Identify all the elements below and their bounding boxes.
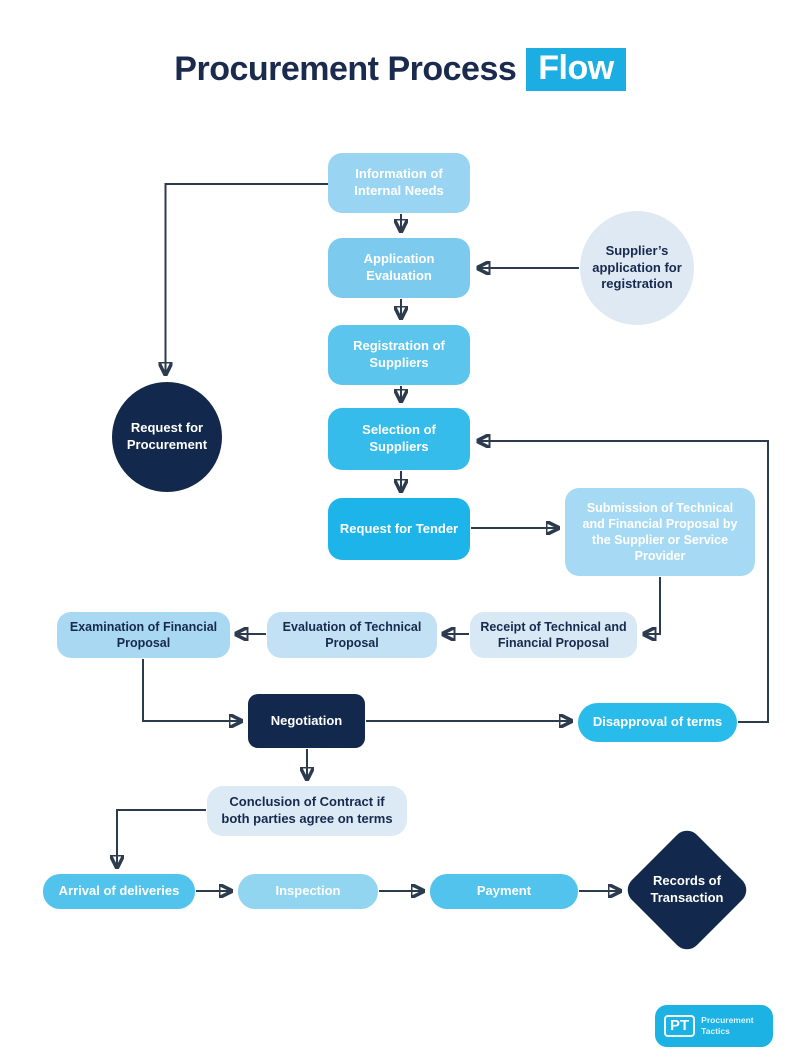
pt-logo-icon: PT bbox=[664, 1015, 695, 1038]
node-evaluation-of-technical-proposal: Evaluation of Technical Proposal bbox=[267, 612, 437, 658]
node-receipt-of-proposal: Receipt of Technical and Financial Proposal bbox=[470, 612, 637, 658]
node-registration-of-suppliers: Registration of Suppliers bbox=[328, 325, 470, 385]
logo-line2: Tactics bbox=[701, 1026, 730, 1036]
node-request-for-tender: Request for Tender bbox=[328, 498, 470, 560]
node-payment: Payment bbox=[430, 874, 578, 909]
node-inspection: Inspection bbox=[238, 874, 378, 909]
node-negotiation: Negotiation bbox=[248, 694, 365, 748]
records-label: Records of Transaction bbox=[650, 873, 724, 905]
node-arrival-of-deliveries: Arrival of deliveries bbox=[43, 874, 195, 909]
node-submission-of-proposal: Submission of Technical and Financial Proposal by the Supplier or Service Provider bbox=[565, 488, 755, 576]
node-request-for-procurement-circle: Request for Procurement bbox=[112, 382, 222, 492]
arrow-info-to-procurement bbox=[166, 184, 331, 374]
node-application-evaluation: Application Evaluation bbox=[328, 238, 470, 298]
title-text: Procurement Process bbox=[174, 50, 517, 88]
arrow-conclusion-to-arrival bbox=[117, 810, 206, 867]
node-supplier-application-circle: Supplier’s application for registration bbox=[580, 211, 694, 325]
logo-wordmark bbox=[701, 1015, 753, 1036]
title-highlight-badge: Flow bbox=[526, 48, 625, 91]
node-information-of-internal-needs: Information of Internal Needs bbox=[328, 153, 470, 213]
arrow-submission-to-receipt bbox=[644, 577, 660, 634]
page-title bbox=[0, 48, 800, 91]
node-records-of-transaction bbox=[641, 844, 733, 936]
node-disapproval-of-terms: Disapproval of terms bbox=[578, 703, 737, 742]
logo-line1: Procurement bbox=[701, 1015, 754, 1026]
node-conclusion-of-contract: Conclusion of Contract if both parties agree on terms bbox=[207, 786, 407, 836]
arrow-examination-to-negotiation bbox=[143, 659, 241, 721]
node-selection-of-suppliers: Selection of Suppliers bbox=[328, 408, 470, 470]
arrow-disapproval-to-selection bbox=[478, 441, 768, 722]
procurement-tactics-logo bbox=[655, 1005, 773, 1047]
node-examination-of-financial-proposal: Examination of Financial Proposal bbox=[57, 612, 230, 658]
